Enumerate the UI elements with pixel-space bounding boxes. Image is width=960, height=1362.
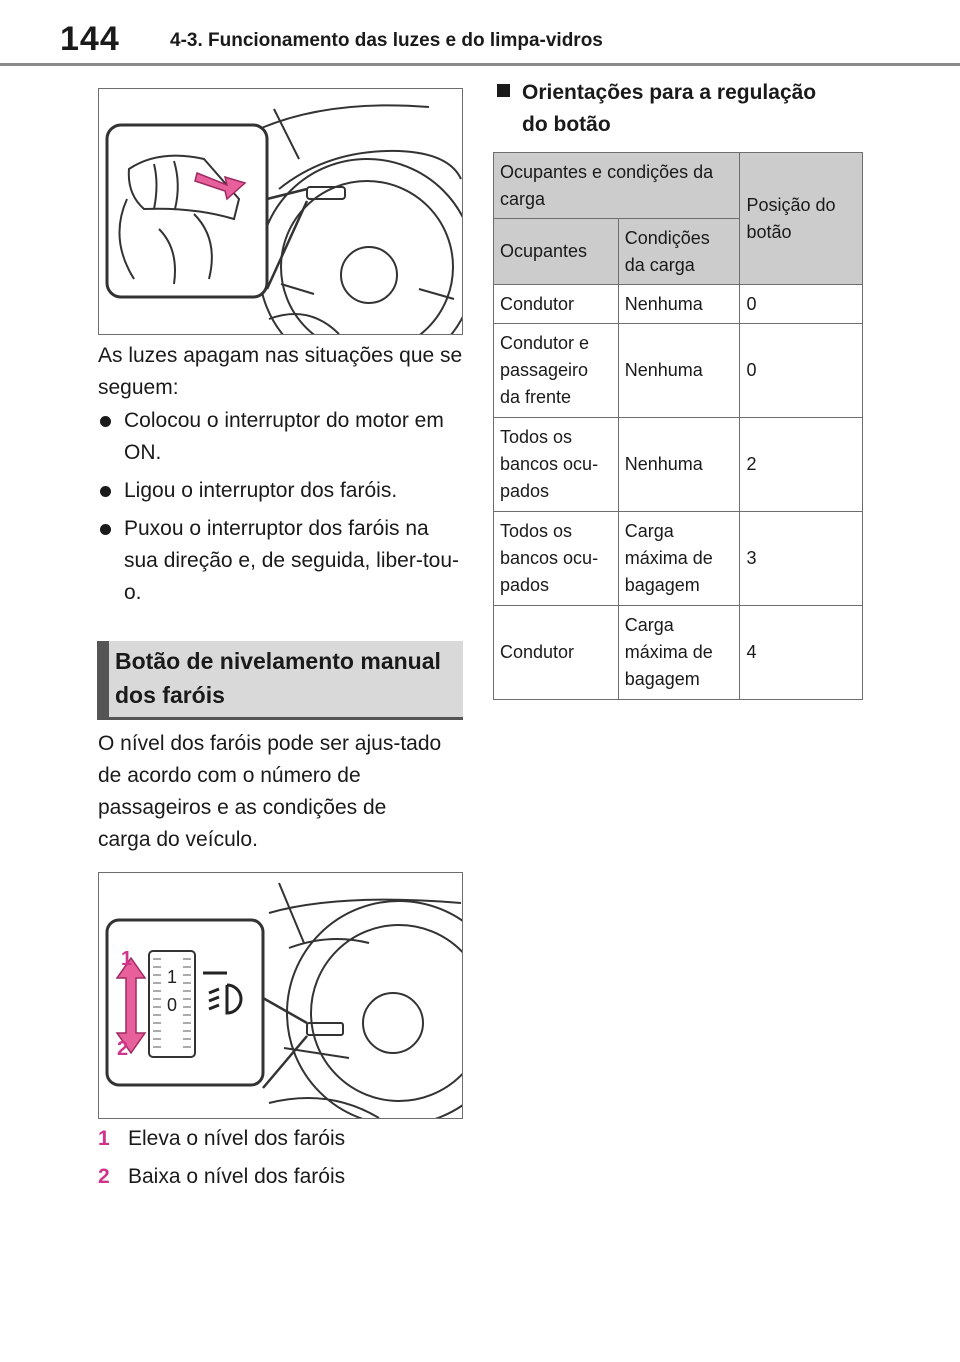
step-number: 2 (98, 1165, 110, 1188)
table-cell: Nenhuma (618, 418, 740, 512)
step-text: Baixa o nível dos faróis (128, 1165, 346, 1188)
page-number: 144 (60, 20, 120, 58)
table-header-group: Ocupantes e condições da carga (494, 153, 740, 219)
figure-mark-2: 2 (117, 1038, 129, 1060)
heading-accent-bar (97, 641, 109, 719)
section-title: 4-3. Funcionamento das luzes e do limpa-vidros (170, 30, 603, 51)
list-item (98, 1123, 468, 1155)
table-header-occupants: Ocupantes (494, 219, 619, 285)
list-item (98, 1161, 468, 1193)
table-row (494, 606, 863, 700)
table-cell: 0 (740, 285, 863, 324)
table-header-position: Posição do botão (740, 153, 863, 285)
intro-paragraph: As luzes apagam nas situações que se seguem: (98, 344, 463, 399)
table-cell: Todos os bancos ocu-pados (494, 418, 619, 512)
table-cell: Condutor (494, 285, 619, 324)
leveling-description: O nível dos faróis pode ser ajus-tado de acordo com o número de passageiros e as condições de carga do veículo. (98, 732, 442, 851)
leveling-dial-illustration (98, 872, 463, 1119)
table-cell: Condutor (494, 606, 619, 700)
table-cell: Carga máxima de bagagem (618, 512, 740, 606)
leveling-steps (98, 1123, 468, 1199)
subheading-line-2: do botão (522, 113, 611, 136)
table-subheading (497, 77, 877, 141)
table-row (494, 324, 863, 418)
table-header-conditions: Condições da carga (618, 219, 740, 285)
step-text: Eleva o nível dos faróis (128, 1127, 346, 1150)
list-item: Puxou o interruptor dos faróis na sua direção e, de seguida, liber-tou-o. (98, 513, 468, 609)
section-heading-band (97, 641, 463, 719)
heading-underline (97, 717, 463, 720)
dial-label-1: 1 (166, 967, 178, 987)
table-cell: Nenhuma (618, 285, 740, 324)
subheading-line-1: Orientações para a regulação (522, 81, 817, 104)
page-header (0, 0, 960, 70)
header-divider (0, 63, 960, 66)
table-cell: 0 (740, 324, 863, 418)
step-number: 1 (98, 1127, 110, 1150)
table-row (494, 512, 863, 606)
table-cell: Nenhuma (618, 324, 740, 418)
headlight-switch-illustration (98, 88, 463, 335)
table-cell: Condutor e passageiro da frente (494, 324, 619, 418)
list-item: Ligou o interruptor dos faróis. (98, 475, 468, 507)
table-cell: 3 (740, 512, 863, 606)
list-item: Colocou o interruptor do motor em ON. (98, 405, 468, 469)
square-bullet-icon (497, 84, 510, 97)
table-cell: 4 (740, 606, 863, 700)
table-cell: Todos os bancos ocu-pados (494, 512, 619, 606)
conditions-list (98, 405, 468, 615)
figure-mark-1: 1 (121, 948, 133, 970)
table-row (494, 285, 863, 324)
section-heading: Botão de nivelamento manual dos faróis (115, 648, 441, 708)
dial-label-0: 0 (166, 995, 178, 1015)
leveling-table (493, 152, 863, 700)
table-cell: 2 (740, 418, 863, 512)
table-row (494, 418, 863, 512)
table-cell: Carga máxima de bagagem (618, 606, 740, 700)
